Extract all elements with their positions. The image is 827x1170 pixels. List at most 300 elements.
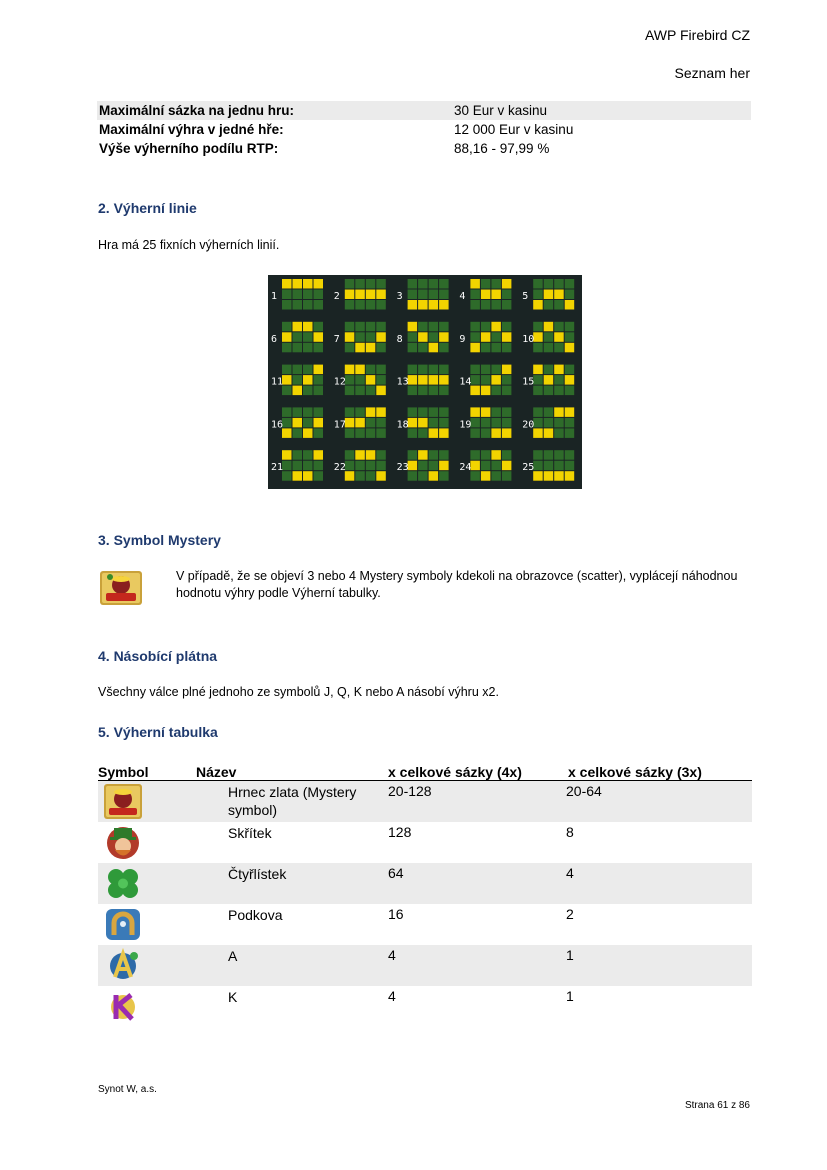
payline-number: 17 [333,419,346,431]
payline-cell [491,365,501,375]
payline-cell [376,428,386,438]
payline-number: 14 [459,376,472,388]
payline-cell [491,343,501,353]
payline-cell-active [314,365,324,375]
payline-cell [544,450,554,460]
payline-number: 10 [522,333,535,345]
payline-cell [303,407,313,417]
payline-cell [314,407,324,417]
section-heading-multiplier: 4. Násobící plátna [98,648,218,664]
payline-cell [565,450,575,460]
payline-cell [439,450,449,460]
table-row [98,822,752,863]
payline-cell [345,407,355,417]
payline-cell [481,279,491,289]
payline-cell [565,322,575,332]
payline-cell [293,300,303,310]
payline-cell [502,290,512,300]
payout-4x: 64 [388,865,404,881]
payline-cell [314,322,324,332]
payline-cell [533,407,543,417]
payline-cell [345,300,355,310]
payline-cell-active [355,450,365,460]
payline-cell-active [282,279,292,289]
payline-cell-active [366,450,376,460]
payline-cell-active [376,407,386,417]
payline-cell-active [565,375,575,385]
payline-cell [481,300,491,310]
payline-cell-active [481,386,491,396]
payline-cell [345,461,355,471]
payline-cell [293,407,303,417]
section-heading-paylines: 2. Výherní linie [98,200,197,216]
payline-cell [481,418,491,428]
column-header-4x: x celkové sázky (4x) [388,764,522,780]
payline-cell [502,300,512,310]
mystery-description: V případě, že se objeví 3 nebo 4 Mystery symboly kdekoli na obrazovce (scatter), vyplácejí náhodnou hodnotu výhry podle Výherní tabulky. [176,569,738,600]
payline-cell-active [470,461,480,471]
payline-cell-active [429,428,439,438]
payline-cell [470,471,480,481]
payline-cell [429,322,439,332]
payline-cell [408,386,418,396]
payline-cell [366,365,376,375]
payline-cell-active [314,418,324,428]
payline-cell [376,300,386,310]
payline-cell-active [491,428,501,438]
payline-cell-active [470,343,480,353]
payline-cell-active [439,428,449,438]
paylines-text: Hra má 25 fixních výherních linií. [98,238,280,252]
payline-cell [314,290,324,300]
payline-cell [355,471,365,481]
payline-cell [439,365,449,375]
payline-cell-active [366,407,376,417]
payline-cell [303,343,313,353]
payline-number: 20 [522,419,535,431]
symbol-name: Čtyřlístek [228,866,287,882]
payline-cell-active [491,290,501,300]
payline-cell [470,290,480,300]
payline-cell-active [502,365,512,375]
payline-cell [345,343,355,353]
payline-cell [366,332,376,342]
payline-cell-active [303,322,313,332]
payline-cell [408,428,418,438]
payline-cell [565,461,575,471]
paylines-diagram [268,275,582,489]
payline-cell [533,322,543,332]
payline-cell [366,461,376,471]
info-value: 30 Eur v kasinu [454,103,548,118]
payline-cell-active [418,300,428,310]
payline-cell [345,375,355,385]
payline-cell [293,450,303,460]
payline-cell [544,418,554,428]
section-heading-paytable: 5. Výherní tabulka [98,724,218,740]
payline-cell [502,375,512,385]
payline-cell-active [533,428,543,438]
payline-cell [554,322,564,332]
payline-cell-active [554,365,564,375]
payline-cell [502,450,512,460]
info-row-rtp [97,139,751,158]
symbol-name: K [228,989,238,1005]
payline-cell [282,290,292,300]
payline-cell-active [376,332,386,342]
payline-cell [544,332,554,342]
payline-cell [418,471,428,481]
payline-cell [470,300,480,310]
pot-of-gold-icon [100,571,142,605]
payline-cell-active [418,375,428,385]
payline-cell [565,290,575,300]
payline-cell [544,279,554,289]
symbol-name: Skřítek [228,825,272,841]
payline-cell [355,407,365,417]
payline-cell-active [355,290,365,300]
payline-cell [366,300,376,310]
payline-cell [293,428,303,438]
payline-cell-active [429,300,439,310]
payline-cell [408,471,418,481]
payline-cell-active [408,375,418,385]
info-row-max-bet [97,101,751,120]
payout-3x: 1 [566,988,574,1004]
payline-cell [293,461,303,471]
payline-cell [418,322,428,332]
payline-cell [439,471,449,481]
payline-cell-active [408,300,418,310]
payline-cell-active [293,279,303,289]
payline-cell [565,279,575,289]
payline-number: 12 [333,376,346,388]
payout-4x: 128 [388,824,412,840]
payline-cell [470,365,480,375]
payline-cell [366,386,376,396]
payline-cell-active [533,365,543,375]
payline-cell [491,407,501,417]
paytable [98,760,752,1027]
payline-number: 9 [459,333,466,345]
four-leaf-clover-icon [104,866,142,901]
letter-a-icon [104,948,142,983]
payline-cell [314,471,324,481]
payline-cell [418,386,428,396]
payline-cell [376,322,386,332]
payline-number: 18 [396,419,409,431]
payline-cell [491,471,501,481]
payline-cell [376,375,386,385]
payline-cell [303,365,313,375]
payline-number: 25 [522,462,535,474]
payline-cell-active [303,471,313,481]
payline-cell-active [470,279,480,289]
payline-cell [355,332,365,342]
payline-cell-active [554,407,564,417]
payline-cell-active [345,290,355,300]
payline-cell [439,290,449,300]
payline-cell-active [554,332,564,342]
payline-cell [293,365,303,375]
payline-cell [554,300,564,310]
payout-4x: 16 [388,906,404,922]
payline-cell [303,386,313,396]
payline-cell-active [544,322,554,332]
payout-4x: 4 [388,988,396,1004]
payline-cell [303,418,313,428]
payline-cell-active [429,471,439,481]
payline-cell [408,365,418,375]
document-company: AWP Firebird CZ [644,27,750,43]
payline-cell-active [303,428,313,438]
payline-number: 4 [459,291,466,302]
payline-cell [544,407,554,417]
payout-3x: 1 [566,947,574,963]
payline-cell-active [355,418,365,428]
payout-3x: 2 [566,906,574,922]
payline-cell [303,300,313,310]
payline-cell [554,343,564,353]
payline-number: 6 [271,333,278,345]
payline-cell-active [491,375,501,385]
payline-cell [376,418,386,428]
payline-cell-active [533,300,543,310]
payline-cell-active [439,461,449,471]
payline-cell-active [544,471,554,481]
payline-cell [481,450,491,460]
payline-cell [565,428,575,438]
payline-cell [355,386,365,396]
payline-cell [345,450,355,460]
payline-cell [429,450,439,460]
payline-number: 13 [396,376,409,388]
payline-number: 16 [271,419,284,431]
payline-cell-active [481,290,491,300]
payline-cell-active [293,386,303,396]
payline-cell [544,386,554,396]
payline-cell [429,407,439,417]
leprechaun-icon [104,825,142,860]
payline-cell [439,343,449,353]
payline-cell [303,332,313,342]
footer-company: Synot W, a.s. [98,1084,157,1095]
payline-cell [314,461,324,471]
payline-cell [439,418,449,428]
payout-4x: 4 [388,947,396,963]
payline-cell [418,407,428,417]
payline-cell-active [502,279,512,289]
payline-cell [293,343,303,353]
payline-number: 21 [271,462,284,474]
payline-cell [314,375,324,385]
payline-cell [439,386,449,396]
payline-cell [408,407,418,417]
payline-cell-active [345,471,355,481]
payline-cell-active [366,290,376,300]
payline-cell [491,332,501,342]
payline-cell [355,300,365,310]
payline-cell-active [345,365,355,375]
payline-cell [429,418,439,428]
payline-cell-active [408,322,418,332]
payline-cell-active [355,343,365,353]
payline-cell [282,407,292,417]
payline-cell-active [303,279,313,289]
payline-cell [470,428,480,438]
payline-cell-active [314,332,324,342]
document-section: Seznam her [674,65,750,81]
payline-cell-active [282,450,292,460]
payline-cell-active [502,332,512,342]
payline-cell-active [376,290,386,300]
payline-cell [533,418,543,428]
info-label: Maximální výhra v jedné hře: [99,122,284,137]
payline-cell-active [355,365,365,375]
payline-cell-active [429,375,439,385]
payline-cell [408,290,418,300]
payline-cell [429,279,439,289]
payline-cell [544,343,554,353]
payline-cell [303,461,313,471]
payline-cell [502,386,512,396]
payline-cell [470,418,480,428]
payline-cell-active [345,332,355,342]
column-header-symbol: Symbol [98,764,149,780]
payline-cell [345,386,355,396]
payline-cell [418,461,428,471]
payline-cell-active [491,322,501,332]
payline-cell [565,365,575,375]
info-row-max-win [97,120,751,139]
payline-cell [533,386,543,396]
payline-cell-active [470,407,480,417]
payline-cell-active [314,450,324,460]
payline-cell [533,375,543,385]
payline-number: 1 [271,291,278,302]
payline-cell [481,428,491,438]
payline-cell [303,450,313,460]
payline-cell [355,322,365,332]
payline-cell [355,279,365,289]
payline-cell [355,375,365,385]
payline-cell-active [533,332,543,342]
payline-cell-active [544,290,554,300]
payline-cell [439,322,449,332]
payline-cell-active [293,322,303,332]
symbol-name: Podkova [228,907,283,923]
payline-cell [376,461,386,471]
payline-cell [554,386,564,396]
payline-cell-active [439,300,449,310]
payline-cell-active [544,375,554,385]
payline-cell [345,279,355,289]
payout-4x: 20-128 [388,783,432,799]
payline-cell [554,450,564,460]
multiplier-text: Všechny válce plné jednoho ze symbolů J, Q, K nebo A násobí výhru x2. [98,685,499,699]
payline-cell [345,428,355,438]
payline-cell [345,322,355,332]
payline-cell [418,343,428,353]
section-heading-mystery: 3. Symbol Mystery [98,532,221,548]
payline-cell [376,365,386,375]
payline-cell [282,418,292,428]
payline-cell [491,461,501,471]
payline-cell [502,322,512,332]
payline-cell [565,332,575,342]
payline-cell [293,290,303,300]
payline-cell [376,450,386,460]
payline-cell-active [554,290,564,300]
payline-cell [366,279,376,289]
payline-cell-active [345,418,355,428]
payline-cell-active [418,332,428,342]
payline-cell [554,461,564,471]
table-row [98,986,752,1027]
info-label: Maximální sázka na jednu hru: [99,103,295,118]
payline-cell [544,300,554,310]
payline-cell [282,365,292,375]
table-row [98,781,752,822]
payline-cell [282,461,292,471]
info-label: Výše výherního podílu RTP: [99,141,279,156]
payline-cell-active [502,461,512,471]
payline-cell [408,279,418,289]
payline-cell [282,300,292,310]
payline-number: 15 [522,376,535,388]
payline-cell-active [481,407,491,417]
payline-cell [554,375,564,385]
payline-cell [533,343,543,353]
payline-cell [293,375,303,385]
payline-cell [554,279,564,289]
payline-number: 2 [333,291,340,302]
payline-cell-active [565,471,575,481]
payline-cell-active [565,300,575,310]
payline-cell [314,428,324,438]
payline-cell-active [481,332,491,342]
payline-cell [439,407,449,417]
payline-cell [533,461,543,471]
payline-cell [481,322,491,332]
payline-cell-active [502,428,512,438]
payline-cell [408,332,418,342]
table-row [98,945,752,986]
payline-cell [544,365,554,375]
payline-cell-active [408,418,418,428]
pot-of-gold-icon [104,784,142,819]
payout-3x: 4 [566,865,574,881]
payline-cell [491,279,501,289]
game-info-table [97,101,751,158]
payline-cell-active [439,375,449,385]
payline-cell-active [376,471,386,481]
column-header-3x: x celkové sázky (3x) [568,764,702,780]
payline-cell [470,375,480,385]
payline-cell-active [554,471,564,481]
payline-cell [418,290,428,300]
payline-number: 3 [396,291,403,302]
payline-number: 24 [459,462,472,474]
payline-cell [429,386,439,396]
payline-cell-active [282,375,292,385]
payline-cell [366,471,376,481]
payline-cell [282,322,292,332]
payline-number: 8 [396,333,403,345]
payline-cell [533,290,543,300]
payline-cell [366,322,376,332]
payline-cell [293,332,303,342]
